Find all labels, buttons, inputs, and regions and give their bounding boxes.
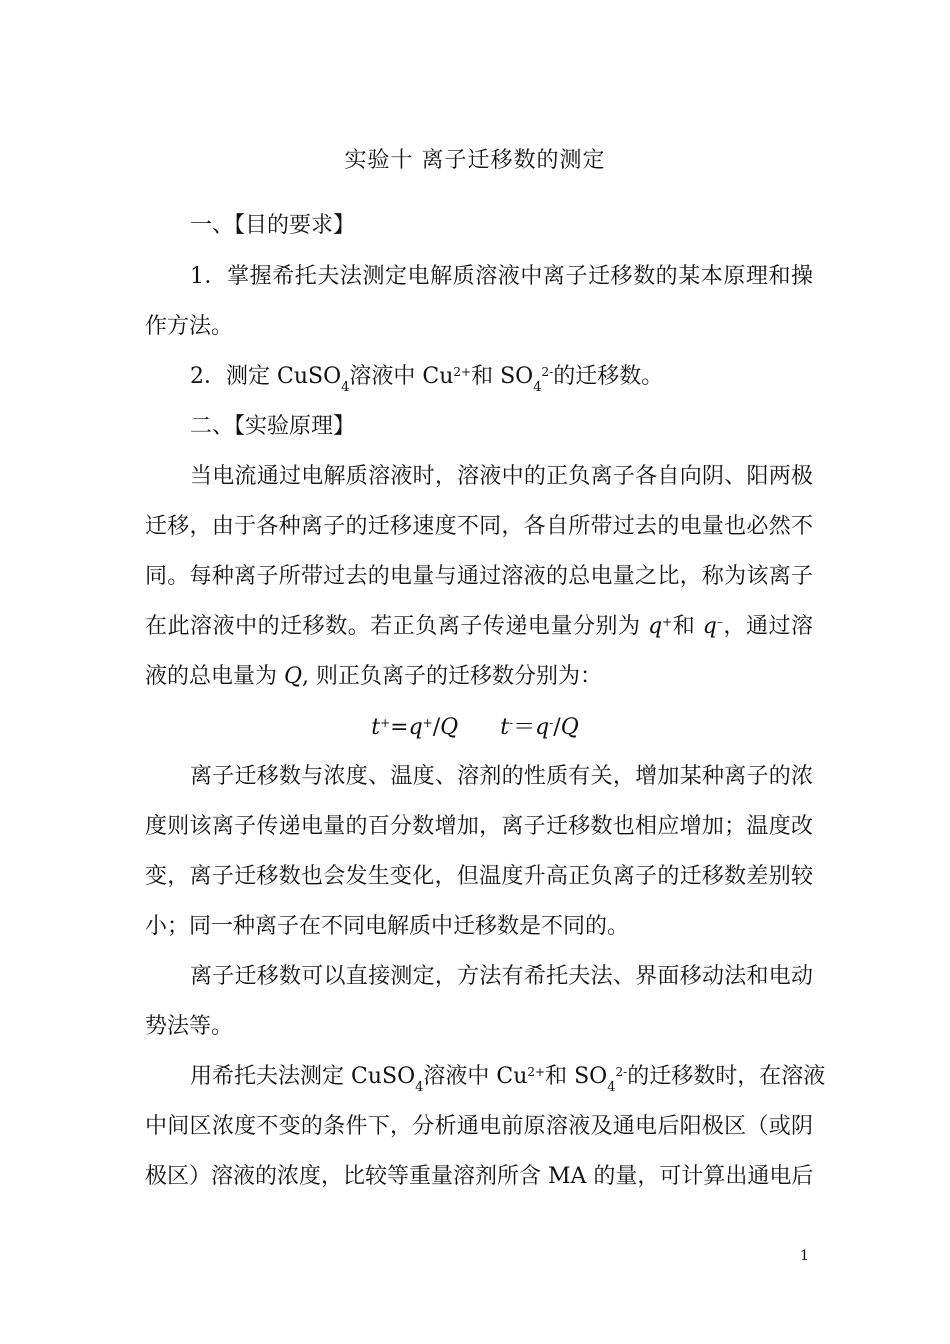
paragraph-line: 小；同一种离子在不同电解质中迁移数是不同的。 [145,914,630,939]
section-heading-objectives: 一、【目的要求】 [190,213,356,238]
objective-item-2: 2．测定 CuSO$_4$溶液中 $Cu^{2+}$和 $SO_4^{2-}$的迁移数。 [190,364,664,395]
paragraph-line: 离子迁移数可以直接测定，方法有希托夫法、界面移动法和电动 [190,964,813,989]
transference-number-formula: t+=q+/Q t-＝q-/Q [371,715,579,740]
document-title: 实验十 离子迁移数的测定 [344,148,606,173]
page-number: 1 [800,1248,809,1264]
paragraph-line: 液的总电量为 Q, 则正负离子的迁移数分别为： [145,664,603,689]
paragraph-line: 中间区浓度不变的条件下，分析通电前原溶液及通电后阳极区（或阴 [145,1114,813,1139]
paragraph-line: 势法等。 [145,1014,234,1039]
paragraph-line: 在此溶液中的迁移数。若正负离子传递电量分别为 q+和 q–，通过溶 [145,614,813,639]
paragraph-line: 迁移，由于各种离子的迁移速度不同，各自所带过去的电量也必然不 [145,514,813,539]
objective-item-1-line-1: 1．掌握希托夫法测定电解质溶液中离子迁移数的某本原理和操 [190,264,813,289]
objective-item-1-line-2: 作方法。 [145,314,234,339]
paragraph-line: 极区）溶液的浓度，比较等重量溶剂所含 MA 的量，可计算出通电后 [145,1164,814,1189]
paragraph-line: 当电流通过电解质溶液时，溶液中的正负离子各自向阴、阳两极 [190,464,813,489]
paragraph-line: 变，离子迁移数也会发生变化，但温度升高正负离子的迁移数差别较 [145,864,813,889]
paragraph-line: 用希托夫法测定 CuSO$_4$溶液中 $Cu^{2+}$和 $SO_4^{2-}$的迁移数时，在溶液 [190,1064,826,1095]
section-heading-principle: 二、【实验原理】 [190,414,356,439]
paragraph-line: 离子迁移数与浓度、温度、溶剂的性质有关，增加某种离子的浓 [190,764,813,789]
paragraph-line: 同。每种离子所带过去的电量与通过溶液的总电量之比，称为该离子 [145,564,813,589]
paragraph-line: 度则该离子传递电量的百分数增加，离子迁移数也相应增加；温度改 [145,814,813,839]
